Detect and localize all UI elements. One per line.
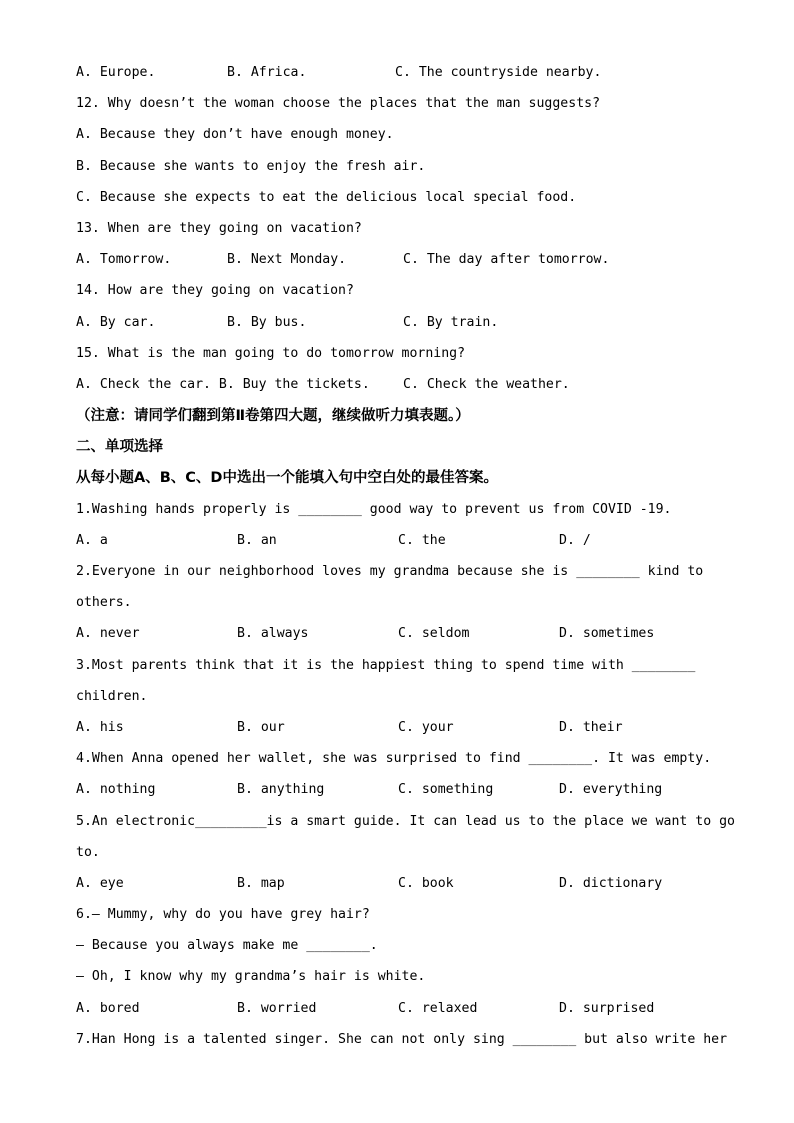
s1-option-c: C. the: [398, 532, 446, 548]
s1-option-d: D. /: [559, 532, 591, 548]
s6-option-d: D. surprised: [559, 1000, 655, 1016]
listening-note: （注意：请同学们翻到第Ⅱ卷第四大题，继续做听力填表题。）: [76, 408, 470, 425]
q14-options: [76, 312, 726, 343]
s6-options: [76, 998, 726, 1029]
s4-options: [76, 779, 726, 810]
s2-option-a: A. never: [76, 626, 140, 642]
s5-question-line1: 5.An electronic_________is a smart guide. It can lead us to the place we want to go: [76, 813, 735, 829]
s5-option-c: C. book: [398, 875, 454, 891]
s5-question-line2: to.: [76, 844, 100, 860]
s6-option-c: C. relaxed: [398, 1000, 478, 1016]
q11-option-c: C. The countryside nearby.: [395, 65, 602, 80]
q12-option-c: C. Because she expects to eat the delicious local special food.: [76, 189, 577, 205]
q12-option-b: B. Because she wants to enjoy the fresh air.: [76, 158, 426, 174]
q15-option-ab: A. Check the car. B. Buy the tickets.: [76, 376, 370, 392]
s2-option-d: D. sometimes: [559, 626, 655, 642]
s2-options: [76, 623, 726, 654]
section-instruction: 从每小题A、B、C、D中选出一个能填入句中空白处的最佳答案。: [76, 470, 498, 487]
q13-question: 13. When are they going on vacation?: [76, 220, 362, 236]
s4-option-a: A. nothing: [76, 782, 156, 798]
s1-option-a: A. a: [76, 532, 108, 548]
q12-question: 12. Why doesn’t the woman choose the places that the man suggests?: [76, 96, 601, 112]
s3-question-line1: 3.Most parents think that it is the happiest thing to spend time with ________: [76, 657, 696, 673]
q11-option-a: A. Europe.: [76, 65, 156, 80]
s1-options: [76, 530, 726, 561]
s6-option-b: B. worried: [237, 1000, 317, 1016]
q14-question: 14. How are they going on vacation?: [76, 283, 354, 299]
document-page: [76, 62, 735, 1060]
q14-option-c: C. By train.: [403, 314, 499, 330]
s4-question: 4.When Anna opened her wallet, she was surprised to find ________. It was empty.: [76, 751, 712, 767]
q11-option-b: B. Africa.: [227, 65, 307, 80]
s1-option-b: B. an: [237, 532, 277, 548]
s6-dialogue-line2: — Because you always make me ________.: [76, 938, 378, 954]
q11-options: [76, 62, 726, 93]
q13-option-c: C. The day after tomorrow.: [403, 252, 610, 268]
s3-option-c: C. your: [398, 719, 454, 735]
q14-option-a: A. By car.: [76, 314, 156, 330]
section-heading: 二、单项选择: [76, 439, 163, 456]
q13-option-b: B. Next Monday.: [227, 252, 347, 268]
s5-option-b: B. map: [237, 875, 285, 891]
s2-option-c: C. seldom: [398, 626, 470, 642]
s6-dialogue-line3: — Oh, I know why my grandma’s hair is white.: [76, 969, 426, 985]
q15-option-c: C. Check the weather.: [403, 376, 570, 392]
s5-option-a: A. eye: [76, 875, 124, 891]
q15-question: 15. What is the man going to do tomorrow morning?: [76, 345, 466, 361]
s2-option-b: B. always: [237, 626, 309, 642]
s1-question: 1.Washing hands properly is ________ good way to prevent us from COVID -19.: [76, 501, 672, 517]
s4-option-c: C. something: [398, 782, 494, 798]
s3-option-a: A. his: [76, 719, 124, 735]
s3-option-d: D. their: [559, 719, 623, 735]
s6-option-a: A. bored: [76, 1000, 140, 1016]
q12-option-a: A. Because they don’t have enough money.: [76, 127, 394, 143]
s5-options: [76, 873, 726, 904]
s2-question-line2: others.: [76, 595, 132, 611]
q15-options: [76, 374, 726, 405]
q14-option-b: B. By bus.: [227, 314, 307, 330]
q13-option-a: A. Tomorrow.: [76, 252, 172, 268]
s3-question-line2: children.: [76, 688, 148, 704]
s7-question-line1: 7.Han Hong is a talented singer. She can not only sing ________ but also write her: [76, 1031, 728, 1047]
s2-question-line1: 2.Everyone in our neighborhood loves my grandma because she is ________ kind to: [76, 564, 704, 579]
s3-options: [76, 717, 726, 748]
s3-option-b: B. our: [237, 719, 285, 735]
q13-options: [76, 249, 726, 280]
s4-option-b: B. anything: [237, 782, 325, 798]
s6-dialogue-line1: 6.— Mummy, why do you have grey hair?: [76, 907, 370, 923]
s4-option-d: D. everything: [559, 782, 663, 798]
s5-option-d: D. dictionary: [559, 875, 663, 891]
